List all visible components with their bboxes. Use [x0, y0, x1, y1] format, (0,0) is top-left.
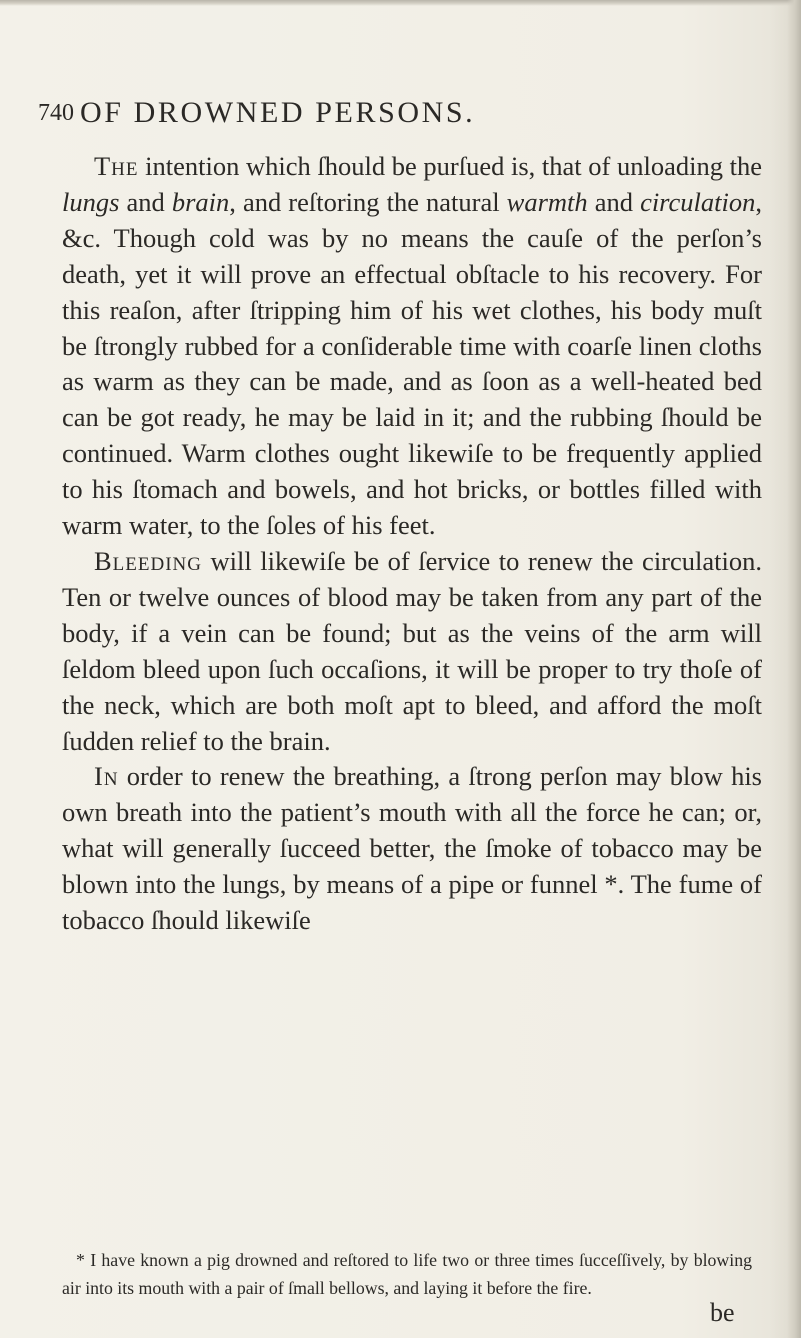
paragraph-text: order to renew the breathing, a ſtrong perſon may blow his own breath into the patient’s mouth with all the force he can; or, what will generally ſucceed better, the ſmoke of tobacco may be blown into the lungs, by means of a pipe or funnel *. The fume of tobacco ſhould likewiſe [62, 761, 762, 936]
footnote [62, 1247, 752, 1302]
paragraph-text: will likewiſe be of ſervice to renew the circulation. Ten or twelve ounces of blood may be taken from any part of the body, if a vein can be found; but as the veins of the arm will ſeldom bleed upon ſuch occaſions, it will be proper to try thoſe of the neck, which are both moſt apt to bleed, and afford the moſt ſudden relief to the brain. [62, 545, 762, 756]
emphasis-lungs: lungs [62, 186, 120, 217]
paragraph-text: and [587, 186, 641, 217]
page-number: 740 [38, 100, 74, 126]
paragraph-bleeding [62, 544, 762, 759]
paragraph-intention [62, 149, 762, 544]
paragraph-text: , &c. Though cold was by no means the cauſe of the perſon’s death, yet it will prove an effectual obſtacle to his recovery. For this reaſon, after ſtripping him of his wet clothes, his body muſt be ſtrongly rubbed for a conſiderable time with coarſe linen cloths as warm as they can be made, and as ſoon as a well-heated bed can be got ready, he may be laid in it; and the rubbing ſhould be continued. Warm clothes ought likewiſe to be frequently applied to his ſtomach and bowels, and hot bricks, or bottles filled with warm water, to the ſoles of his feet. [62, 186, 762, 541]
paragraph-text: intention which ſhould be purſued is, that of unloading the [138, 151, 762, 181]
paragraph-text: , and reſtoring the natural [229, 186, 507, 217]
paragraph-lead: Bleeding [94, 545, 202, 576]
paragraph-text: and [119, 186, 172, 217]
paragraph-lead: In [94, 761, 119, 792]
footnote-text: * I have known a pig drowned and reſtored to life two or three times ſucceſſively, by blowing air into its mouth with a pair of ſmall bellows, and laying it before the fire. [62, 1250, 752, 1298]
paragraph-lead: The [94, 151, 139, 181]
paragraph-breathing [62, 759, 762, 939]
body-text [62, 149, 762, 939]
page-header [38, 96, 758, 136]
running-head: OF DROWNED PERSONS. [80, 96, 476, 129]
emphasis-warmth: warmth [506, 186, 588, 217]
catchword: be [710, 1298, 735, 1327]
top-edge-shadow [0, 0, 801, 6]
emphasis-circulation: circulation [640, 186, 756, 217]
page-gutter-edge [787, 0, 801, 1338]
emphasis-brain: brain [171, 186, 230, 217]
